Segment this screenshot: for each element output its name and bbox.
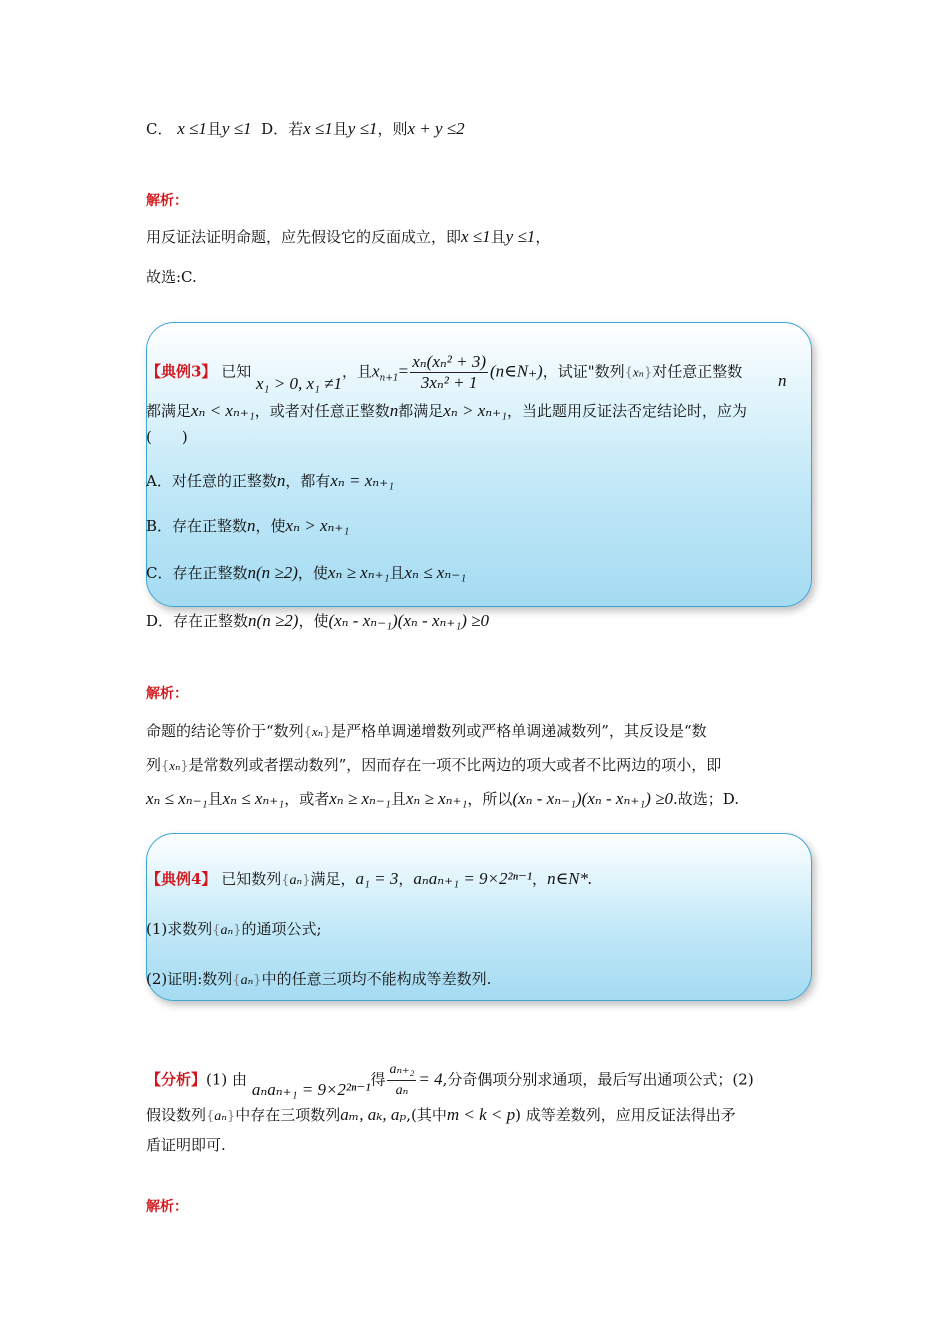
solution-2-line-3: xₙ ≤ xₙ₋₁且xₙ ≤ xₙ₊₁，或者xₙ ≥ xₙ₋₁且xₙ ≥ xₙ₊₁，所以(xₙ - xₙ₋₁)(xₙ - xₙ₊₁) ≥0.故选；D. [146,789,740,808]
question-1: (1)求数列{aₙ}的通项公式; [146,920,322,938]
option-d: D．存在正整数n(n ≥2)，使(xₙ - xₙ₋₁)(xₙ - xₙ₊₁) ≥0 [146,611,490,630]
solution-label: 解析： [146,193,188,209]
analysis-line-3: 盾证明即可. [146,1136,226,1154]
example-4-statement: 【典例4】 已知数列{aₙ}满足，a₁ = 3，aₙaₙ₊₁ = 9×2²ⁿ⁻¹，n∈N*. [146,869,593,888]
option-a: A．对任意的正整数n，都有xₙ = xₙ₊₁ [146,471,395,490]
analysis-line-1: 【分析】(1) 由 aₙaₙ₊₁ = 9×2²ⁿ⁻¹得 $\frac{\text{aₙ₊₂}}{\text{aₙ}}$ = 4,分奇偶项分别求通项，最后写出通项公式；(2) [146,1060,754,1101]
solution-conclusion: 故选:C. [146,268,197,286]
analysis-tag: 【分析】 [146,1070,207,1089]
solution-2-line-2: 列{xₙ}是常数列或者摆动数列”，因而存在一项不比两边的项大或者不比两边的项小，即 [146,756,722,774]
example-3-line-2: 都满足xₙ < xₙ₊₁，或者对任意正整数n都满足xₙ > xₙ₊₁，当此题用反证法否定结论时，应为 [146,401,748,420]
solution-label: 解析： [146,1199,188,1215]
recurrence-fraction: $\frac{\text{xₙ(xₙ² + 3)}}{\text{3xₙ² + 1}}$ [412,352,486,392]
option-c: C．存在正整数n(n ≥2)，使xₙ ≥ xₙ₊₁且xₙ ≤ xₙ₋₁ [146,563,467,582]
solution-label: 解析： [146,686,188,702]
example-3-tag: 【典例3】 [146,362,217,381]
option-b: B．存在正整数n，使xₙ > xₙ₊₁ [146,516,350,535]
example-3-statement: 【典例3】 已知 x₁ > 0, x₁ ≠1，且$x_{n+1}=$ $\frac{\text{xₙ(xₙ² + 3)}}{\text{3xₙ² + 1}}$ (n∈N₊)，试证"数列{xₙ}对任意正整数 [146,352,743,393]
analysis-line-2: 假设数列{aₙ}中存在三项数列aₘ, aₖ, aₚ,(其中m < k < p) 成等差数列，应用反证法得出矛 [146,1105,736,1124]
example-4-tag: 【典例4】 [146,870,217,888]
question-2: (2)证明:数列{aₙ}中的任意三项均不能构成等差数列. [146,970,492,988]
option-line-cd: C． x ≤1且y ≤1 D．若x ≤1且y ≤1，则x + y ≤2 [146,119,465,138]
solution-text: 用反证法证明命题，应先假设它的反面成立，即x ≤1且y ≤1， [146,227,551,246]
solution-2-line-1: 命题的结论等价于“数列{xₙ}是严格单调递增数列或严格单调递减数列”，其反设是“数 [146,722,707,740]
ratio-fraction: $\frac{\text{aₙ₊₂}}{\text{aₙ}}$ [389,1062,415,1098]
